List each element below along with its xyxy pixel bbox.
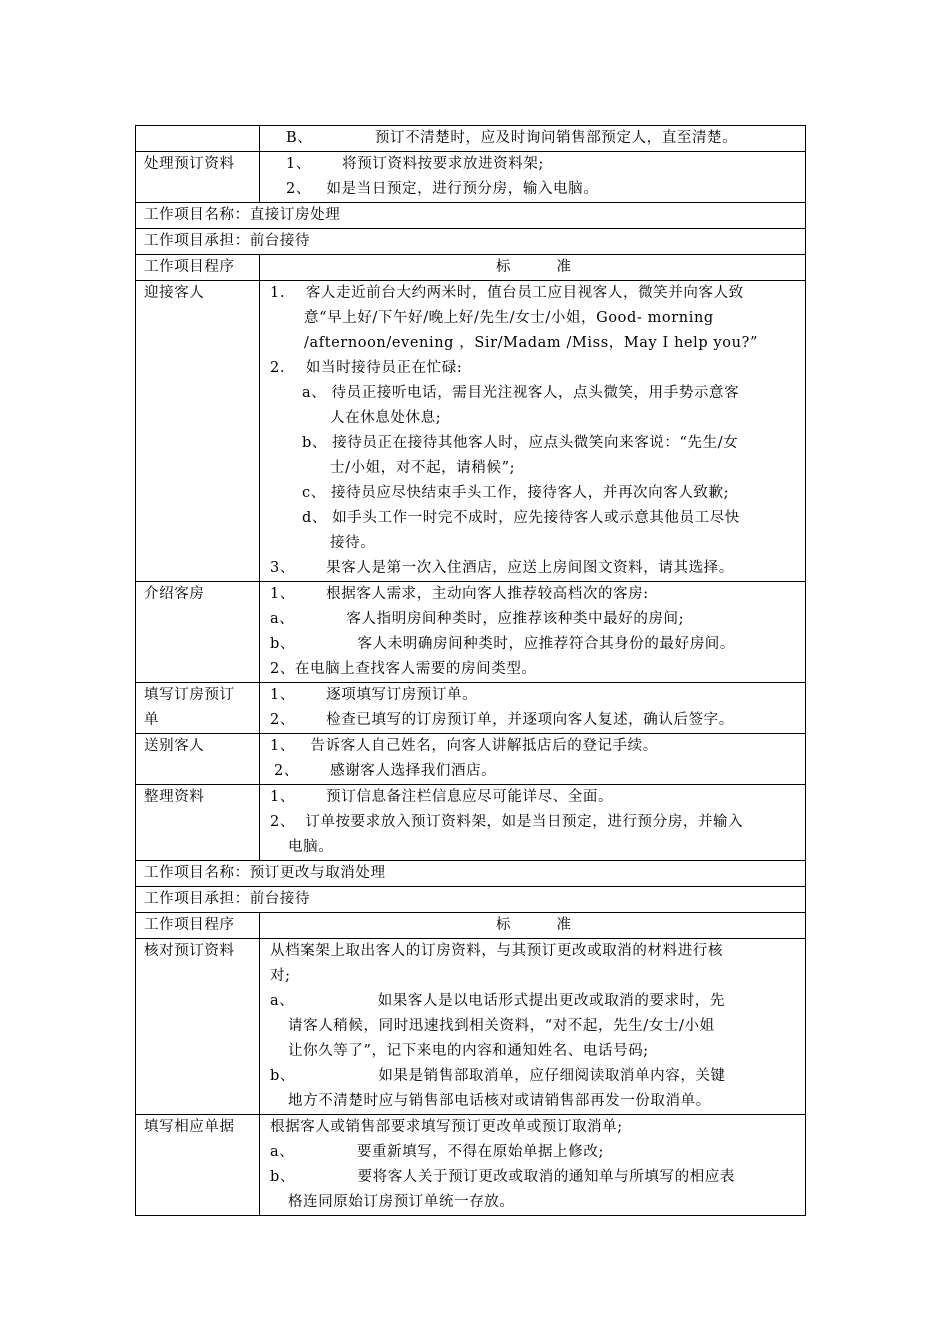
procedure-label: 介绍客房 bbox=[136, 582, 260, 683]
header-standard-char-1: 标 bbox=[496, 259, 511, 275]
table-row bbox=[136, 255, 806, 281]
content-cell bbox=[260, 281, 806, 582]
section-title: 工作项目名称：预订更改与取消处理 bbox=[136, 861, 806, 887]
content-line: 1、 预订信息备注栏信息应尽可能详尽、全面。 bbox=[270, 789, 614, 805]
procedure-label bbox=[136, 683, 260, 734]
content-cell bbox=[260, 152, 806, 203]
content-line: 让你久等了”，记下来电的内容和通知姓名、电话号码; bbox=[288, 1043, 649, 1059]
content-line: 2、 如是当日预定，进行预分房，输入电脑。 bbox=[286, 181, 599, 197]
procedure-label: 迎接客人 bbox=[136, 281, 260, 582]
content-line: 1、 将预订资料按要求放进资料架; bbox=[286, 156, 544, 172]
table-row bbox=[136, 683, 806, 734]
content-line: 意“早上好/下午好/晚上好/先生/女士/小姐，Good- morning bbox=[304, 310, 714, 326]
procedure-label-line: 单 bbox=[144, 712, 160, 728]
content-line: b、 要将客人关于预订更改或取消的通知单与所填写的相应表 bbox=[270, 1169, 735, 1185]
header-standard-char-1: 标 bbox=[496, 917, 511, 933]
content-line: a、 如果客人是以电话形式提出更改或取消的要求时，先 bbox=[270, 993, 725, 1009]
header-standard bbox=[260, 255, 806, 281]
section-title: 工作项目名称：直接订房处理 bbox=[136, 203, 806, 229]
content-line: 地方不清楚时应与销售部电话核对或请销售部再发一份取消单。 bbox=[288, 1093, 711, 1109]
header-standard-char-2: 准 bbox=[556, 917, 571, 933]
content-line: 1、 根据客人需求，主动向客人推荐较高档次的客房: bbox=[270, 586, 649, 602]
content-line: 根据客人或销售部要求填写预订更改单或预订取消单; bbox=[270, 1119, 623, 1135]
procedure-label: 处理预订资料 bbox=[136, 152, 260, 203]
content-line: 2、 感谢客人选择我们酒店。 bbox=[274, 763, 497, 779]
header-procedure: 工作项目程序 bbox=[136, 913, 260, 939]
content-line: 2. 如当时接待员正在忙碌: bbox=[270, 360, 463, 376]
table-row bbox=[136, 126, 806, 152]
table-row bbox=[136, 861, 806, 887]
content-line: 1、 告诉客人自己姓名，向客人讲解抵店后的登记手续。 bbox=[270, 738, 658, 754]
content-cell bbox=[260, 683, 806, 734]
table-row bbox=[136, 887, 806, 913]
content-line: d、 如手头工作一时完不成时，应先接待客人或示意其他员工尽快 bbox=[302, 510, 740, 526]
content-line: b、 接待员正在接待其他客人时，应点头微笑向来客说：“先生/女 bbox=[302, 435, 739, 451]
table-row bbox=[136, 229, 806, 255]
content-line: 2、 检查已填写的订房预订单，并逐项向客人复述，确认后签字。 bbox=[270, 712, 734, 728]
content-line: 请客人稍候，同时迅速找到相关资料，“对不起，先生/女士/小姐 bbox=[288, 1018, 715, 1034]
content-line: c、 接待员应尽快结束手头工作，接待客人，并再次向客人致歉; bbox=[302, 485, 730, 501]
table-row bbox=[136, 582, 806, 683]
header-standard bbox=[260, 913, 806, 939]
table-row bbox=[136, 1115, 806, 1216]
content-line: 接待。 bbox=[330, 535, 376, 551]
header-procedure: 工作项目程序 bbox=[136, 255, 260, 281]
content-line: 从档案架上取出客人的订房资料，与其预订更改或取消的材料进行核 bbox=[270, 943, 723, 959]
content-line: a、 待员正接听电话，需目光注视客人，点头微笑，用手势示意客 bbox=[302, 385, 740, 401]
table-row bbox=[136, 152, 806, 203]
header-standard-char-2: 准 bbox=[556, 259, 571, 275]
content-cell bbox=[260, 126, 806, 152]
content-line: a、 要重新填写，不得在原始单据上修改; bbox=[270, 1144, 604, 1160]
table-row bbox=[136, 203, 806, 229]
content-cell bbox=[260, 939, 806, 1115]
table-row bbox=[136, 734, 806, 785]
procedure-table-container bbox=[135, 125, 805, 1216]
content-line: 电脑。 bbox=[288, 839, 334, 855]
content-line: 1. 客人走近前台大约两米时，值台员工应目视客人，微笑并向客人致 bbox=[270, 285, 744, 301]
procedure-label: 整理资料 bbox=[136, 785, 260, 861]
table-row bbox=[136, 913, 806, 939]
content-line: 对; bbox=[270, 968, 291, 984]
content-line: a、 客人指明房间种类时，应推荐该种类中最好的房间; bbox=[270, 611, 685, 627]
section-owner: 工作项目承担：前台接待 bbox=[136, 887, 806, 913]
content-cell bbox=[260, 582, 806, 683]
content-line: /afternoon/evening ，Sir/Madam /Miss，May I help you?” bbox=[304, 335, 758, 351]
table-row bbox=[136, 281, 806, 582]
content-line: 士/小姐，对不起，请稍候”; bbox=[330, 460, 516, 476]
content-line: 3、 果客人是第一次入住酒店，应送上房间图文资料，请其选择。 bbox=[270, 560, 734, 576]
content-line: 格连同原始订房预订单统一存放。 bbox=[288, 1194, 515, 1210]
procedure-table bbox=[135, 125, 806, 1216]
content-cell bbox=[260, 1115, 806, 1216]
content-cell bbox=[260, 785, 806, 861]
procedure-label-line: 填写订房预订 bbox=[144, 687, 235, 703]
procedure-label: 填写相应单据 bbox=[136, 1115, 260, 1216]
table-row bbox=[136, 785, 806, 861]
content-line: 2、在电脑上查找客人需要的房间类型。 bbox=[270, 661, 537, 677]
content-line: b、 客人未明确房间种类时，应推荐符合其身份的最好房间。 bbox=[270, 636, 735, 652]
content-line: b、 如果是销售部取消单，应仔细阅读取消单内容，关键 bbox=[270, 1068, 726, 1084]
section-owner: 工作项目承担：前台接待 bbox=[136, 229, 806, 255]
table-row bbox=[136, 939, 806, 1115]
content-line: B、 预订不清楚时，应及时询问销售部预定人，直至清楚。 bbox=[286, 130, 738, 146]
empty-label-cell bbox=[136, 126, 260, 152]
content-line: 1、 逐项填写订房预订单。 bbox=[270, 687, 478, 703]
content-cell bbox=[260, 734, 806, 785]
content-line: 2、 订单按要求放入预订资料架，如是当日预定，进行预分房，并输入 bbox=[270, 814, 744, 830]
content-line: 人在休息处休息; bbox=[330, 410, 442, 426]
procedure-label: 送别客人 bbox=[136, 734, 260, 785]
procedure-label: 核对预订资料 bbox=[136, 939, 260, 1115]
